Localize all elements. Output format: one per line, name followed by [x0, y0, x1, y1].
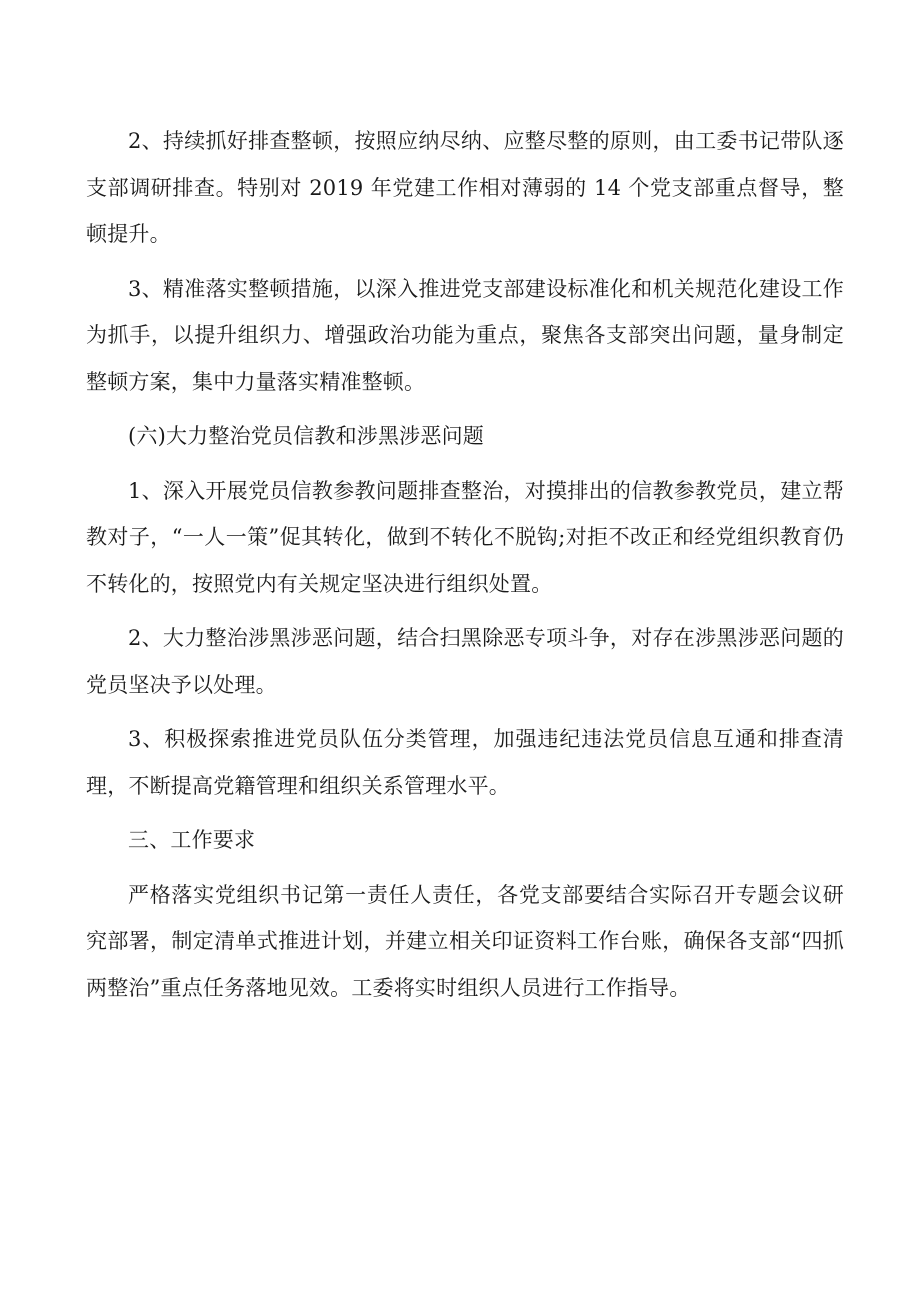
- paragraph-requirements-body: 严格落实党组织书记第一责任人责任，各党支部要结合实际召开专题会议研究部署，制定清单式推进计划，并建立相关印证资料工作台账，确保各支部“四抓两整治”重点任务落地见效。工委将实时组织人员进行工作指导。: [86, 882, 844, 1000]
- section-heading-requirements: 三、工作要求: [128, 828, 256, 852]
- paragraph-item-1-religion: 1、深入开展党员信教参教问题排查整治，对摸排出的信教参教党员，建立帮教对子，“一人一策”促其转化，做到不转化不脱钩;对拒不改正和经党组织教育仍不转化的，按照党内有关规定坚决进行组织处置。: [86, 478, 844, 596]
- paragraph-item-2-gangs: 2、大力整治涉黑涉恶问题，结合扫黑除恶专项斗争，对存在涉黑涉恶问题的党员坚决予以处理。: [86, 626, 844, 697]
- paragraph-item-3-measures: 3、精准落实整顿措施，以深入推进党支部建设标准化和机关规范化建设工作为抓手，以提升组织力、增强政治功能为重点，聚焦各支部突出问题，量身制定整顿方案，集中力量落实精准整顿。: [86, 276, 844, 394]
- paragraph-item-2-review: 2、持续抓好排查整顿，按照应纳尽纳、应整尽整的原则，由工委书记带队逐支部调研排查。特别对 2019 年党建工作相对薄弱的 14 个党支部重点督导，整顿提升。: [86, 129, 844, 246]
- section-heading-six: (六)大力整治党员信教和涉黑涉恶问题: [128, 424, 484, 448]
- document-page: [86, 118, 844, 1019]
- paragraph-item-3-management: 3、积极探索推进党员队伍分类管理，加强违纪违法党员信息互通和排查清理，不断提高党籍管理和组织关系管理水平。: [86, 727, 844, 798]
